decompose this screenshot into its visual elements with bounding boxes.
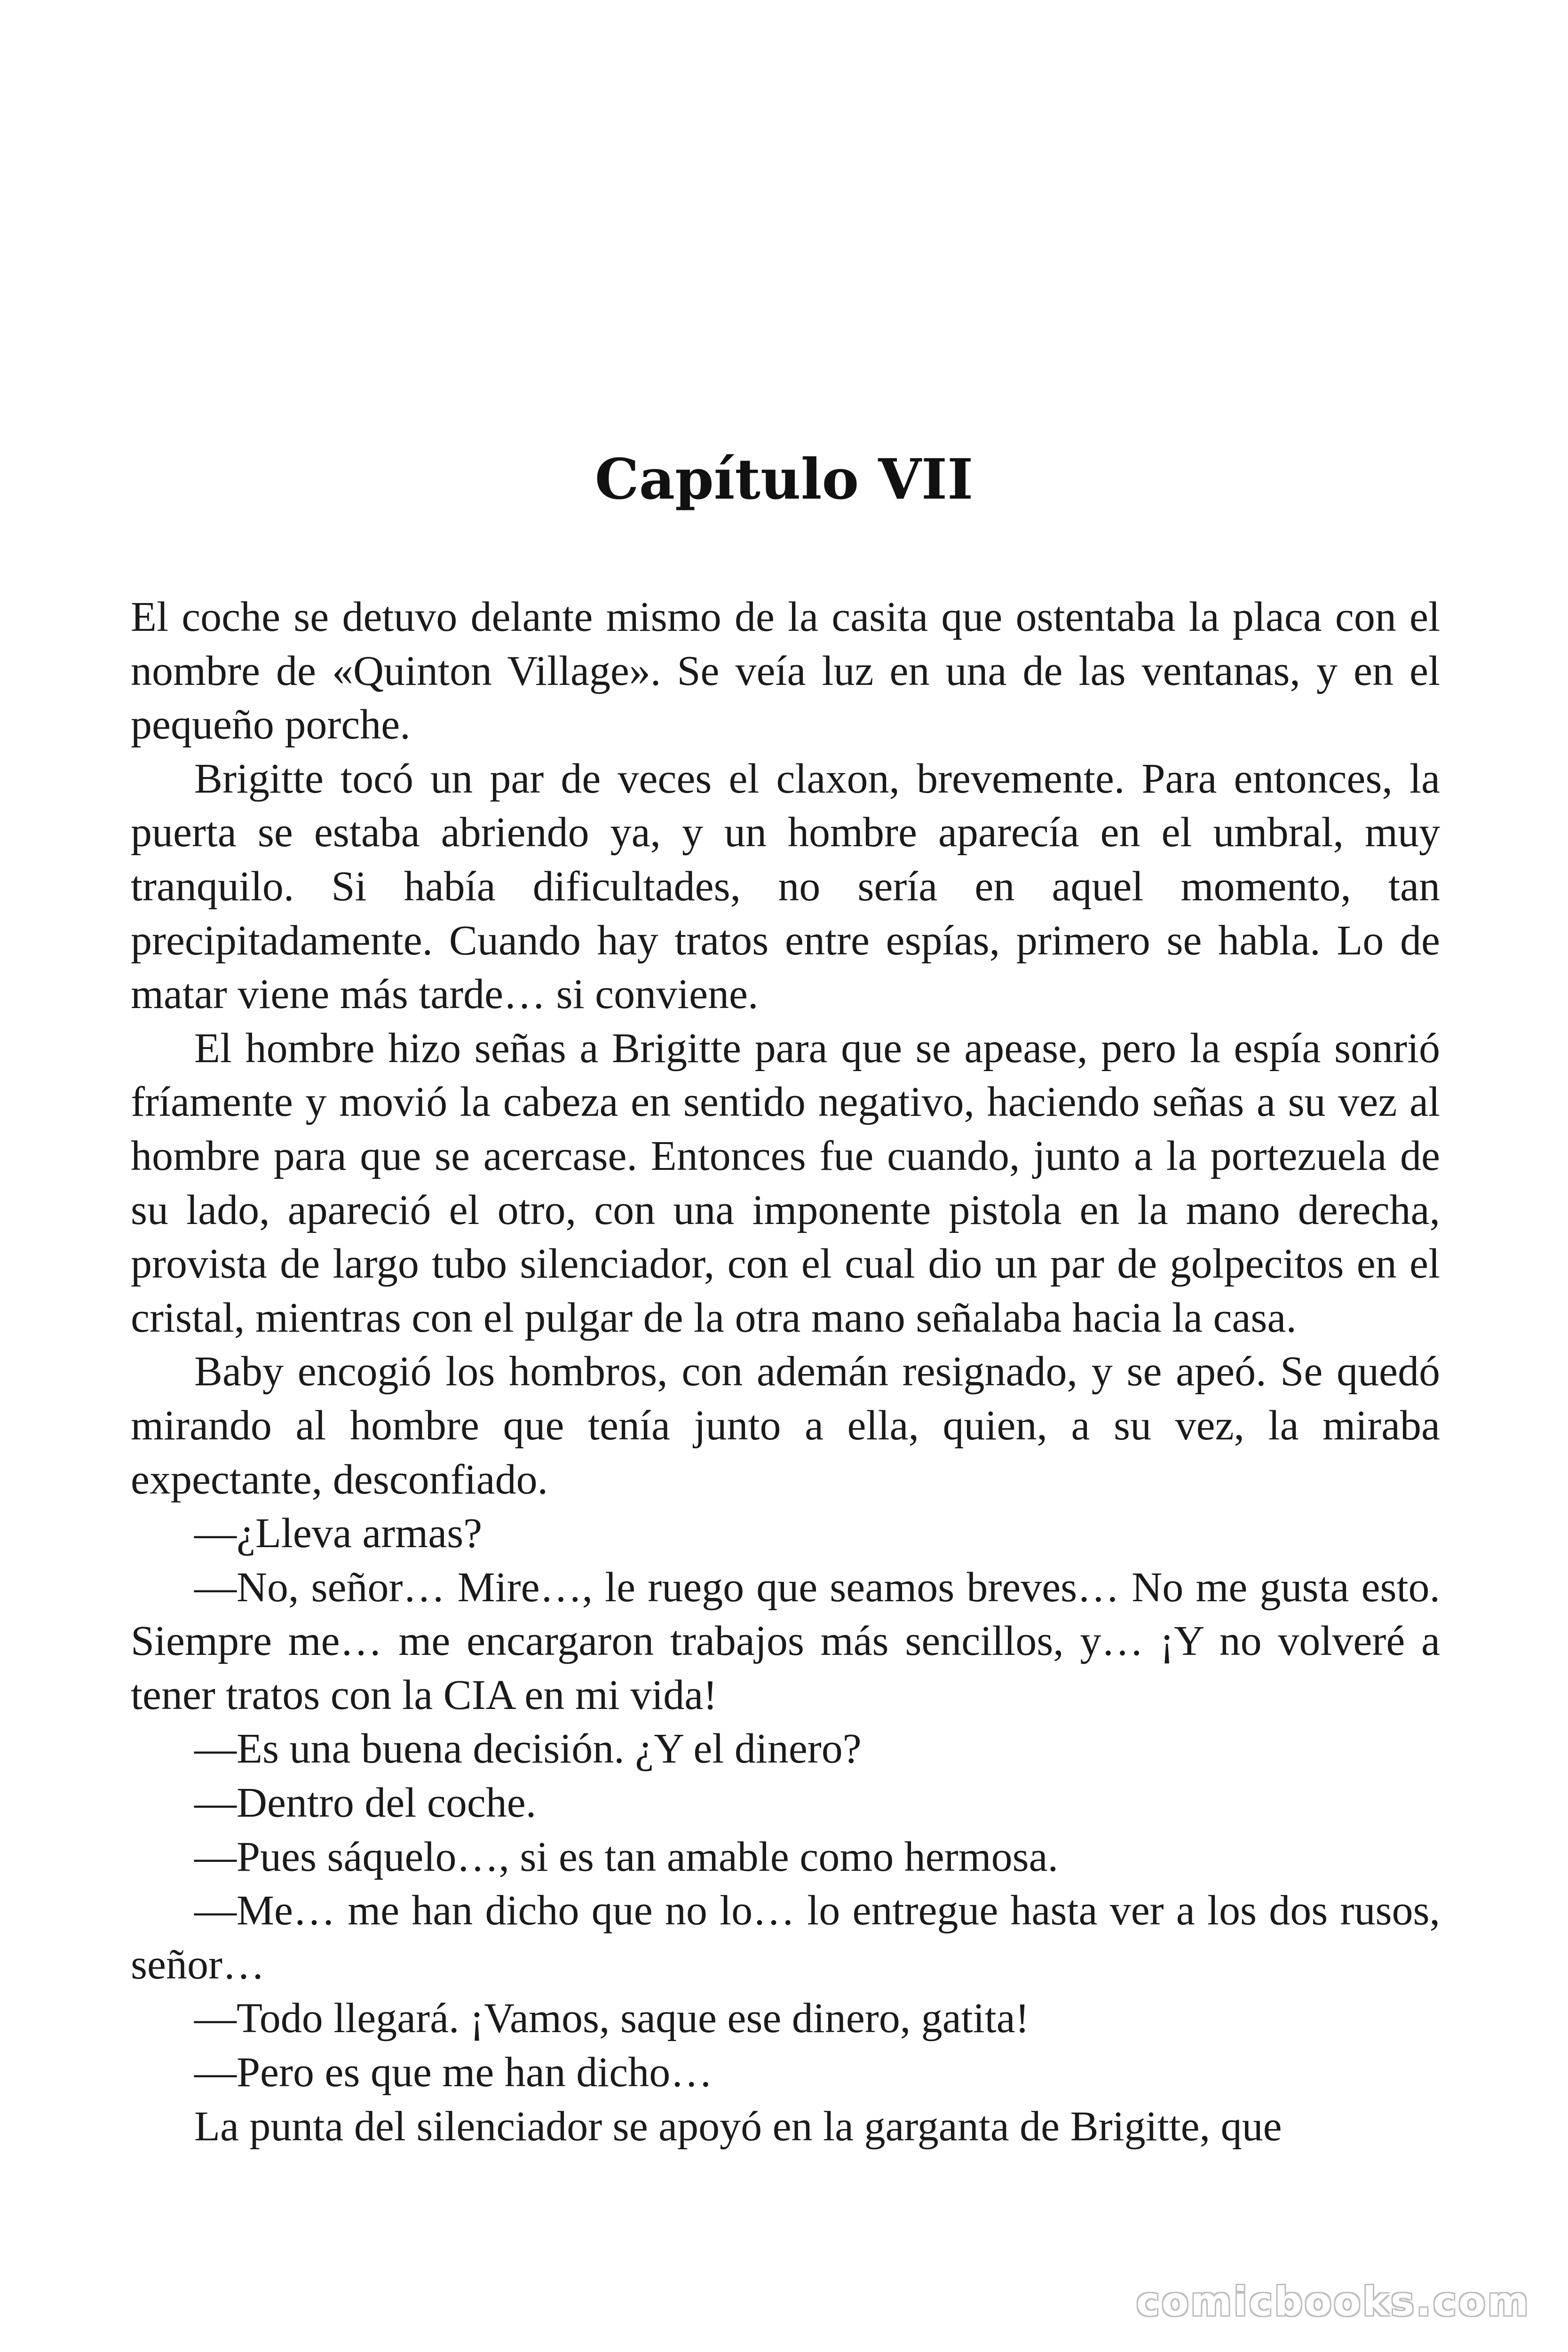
paragraph: Brigitte tocó un par de veces el claxon, brevemente. Para entonces, la puerta se estaba abriendo ya, y un hombre aparecía en el umbral, muy tranquilo. Si había dificultades, no sería en aquel momento, tan precipitadamente. Cuando hay tratos entre espías, primero se habla. Lo de matar viene más tarde… si conviene.	[131, 755, 1440, 1018]
dialogue-line: —No, señor… Mire…, le ruego que seamos breves… No me gusta esto. Siempre me… me encargaron trabajos más sencillos, y… ¡Y no volveré a tener tratos con la CIA en mi vida!	[131, 1564, 1440, 1718]
paragraph: El coche se detuvo delante mismo de la casita que ostentaba la placa con el nombre de «Quinton Village». Se veía luz en una de las ventanas, y en el pequeño porche.	[131, 594, 1440, 748]
dialogue-line: —Dentro del coche.	[194, 1780, 537, 1827]
paragraph: La punta del silenciador se apoyó en la garganta de Brigitte, que	[194, 2103, 1282, 2150]
dialogue-line: —Pero es que me han dicho…	[194, 2049, 713, 2096]
chapter-title: Capítulo VII	[594, 446, 974, 512]
chapter-body	[131, 590, 1440, 2153]
dialogue-line: —Todo llegará. ¡Vamos, saque ese dinero, gatita!	[194, 1995, 1029, 2042]
dialogue-line: —Pues sáquelo…, si es tan amable como hermosa.	[194, 1833, 1059, 1880]
paragraph: Baby encogió los hombros, con ademán resignado, y se apeó. Se quedó mirando al hombre que tenía junto a ella, quien, a su vez, la miraba expectante, desconfiado.	[131, 1348, 1440, 1503]
paragraph: El hombre hizo señas a Brigitte para que se apease, pero la espía sonrió fríamente y movió la cabeza en sentido negativo, haciendo señas a su vez al hombre para que se acercase. Entonces fue cuando, junto a la portezuela de su lado, apareció el otro, con una imponente pistola en la mano derecha, provista de largo tubo silenciador, con el cual dio un par de golpecitos en el cristal, mientras con el pulgar de la otra mano señalaba hacia la casa.	[131, 1025, 1440, 1341]
watermark-logo: comicbooks.com	[1136, 2279, 1530, 2325]
dialogue-line: —Me… me han dicho que no lo… lo entregue hasta ver a los dos rusos, señor…	[131, 1887, 1440, 1988]
dialogue-line: —Es una buena decisión. ¿Y el dinero?	[194, 1725, 862, 1772]
dialogue-line: —¿Lleva armas?	[194, 1510, 483, 1557]
